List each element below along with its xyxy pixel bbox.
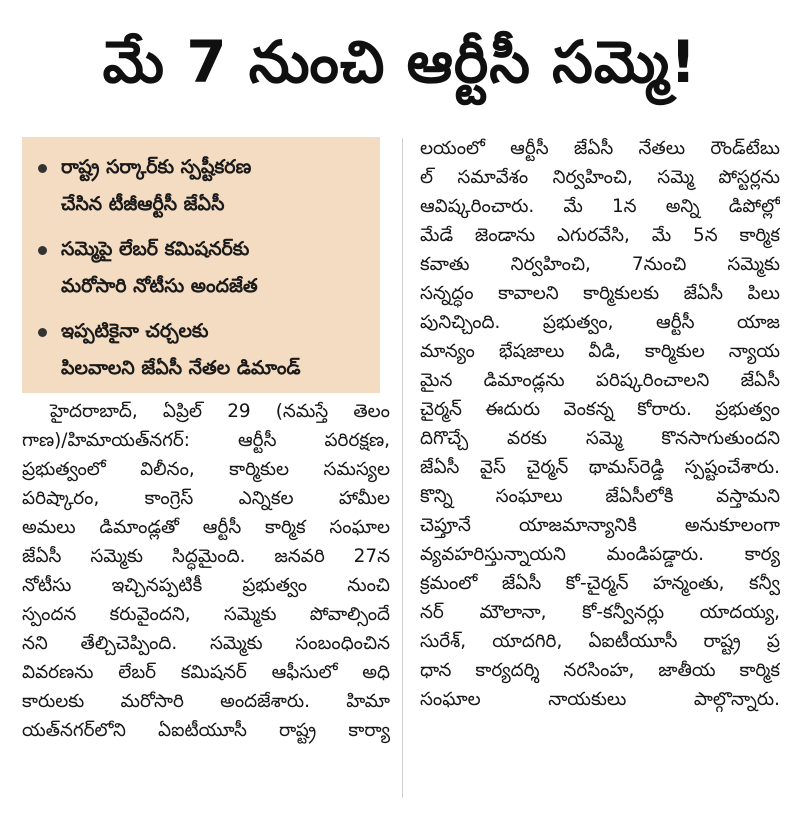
text-line: నర్ మౌలానా, కో-కన్వీనర్లు యాదయ్య, [420,602,780,623]
article-column-left [22,397,390,745]
text-line: గాణ)/హిమాయత్‌నగర్: ఆర్టీసీ పరిరక్షణ, [22,430,390,451]
text-line: అమలు డిమాండ్లతో ఆర్టీసీ కార్మిక సంఘాల [22,517,390,538]
bullet-icon [38,246,47,255]
text-line: వ్యవహరిస్తున్నాయని మండిపడ్డారు. కార్య [420,544,780,565]
highlight-item [34,149,370,223]
article-column-right [420,134,780,714]
text-line: జేఏసీ సమ్మెకు సిద్ధమైంది. జనవరి 27న [22,546,390,567]
highlight-line: పిలవాలని జేఏసీ నేతల డిమాండ్ [61,357,301,379]
highlight-item [34,313,370,387]
highlight-line: ఇప్పటికైనా చర్చలకు [61,320,209,342]
text-line: ప్రభుత్వంలో విలీనం, కార్మికుల సమస్యల [22,459,390,480]
text-line: మేడే జెండాను ఎగురవేసి, మే 5న కార్మిక [420,225,780,246]
text-line: సురేశ్, యాదగిరి, ఏఐటీయూసీ రాష్ట్ర ప్ర [420,631,780,652]
text-line: వివరణను లేబర్ కమిషనర్ ఆఫీసులో అధి [22,662,390,683]
text-line: ల్ సమావేశం నిర్వహించి, సమ్మె పోస్టర్లను [420,167,780,188]
text-line: కారులకు మరోసారి అందజేశారు. హిమా [22,691,390,712]
text-line: జేఏసీ వైస్ చైర్మన్ థామస్‌రెడ్డి స్పష్టంచేశారు. [420,457,780,478]
text-line: చైర్మన్ ఈదురు వెంకన్న కోరారు. ప్రభుత్వం [420,399,780,420]
column-divider [402,138,403,798]
bullet-icon [38,164,47,173]
text-line: సన్నద్ధం కావాలని కార్మికులకు జేఏసీ పిలు [420,283,780,304]
highlights-box [22,137,380,393]
text-line: మైన డిమాండ్లను పరిష్కరించాలని జేఏసీ [420,370,780,391]
text-line: దిగొచ్చే వరకు సమ్మె కొనసాగుతుందని [420,428,780,449]
text-line: చెప్తూనే యాజమాన్యానికి అనుకూలంగా [420,515,780,536]
text-line: నని తేల్చిచెప్పింది. సమ్మెకు సంబంధించిన [22,633,390,654]
text-line: సంఘాల నాయకులు పాల్గొన్నారు. [420,689,780,710]
highlight-line: రాష్ట్ర సర్కార్‌కు స్పష్టీకరణ [61,156,252,178]
highlight-line: చేసిన టీజీఆర్టీసీ జేఏసీ [61,193,225,215]
text-line: యత్‌నగర్‌లోని ఏఐటీయూసీ రాష్ట్ర కార్యా [22,720,390,741]
highlight-item [34,231,370,305]
text-line: హైదరాబాద్, ఏప్రిల్ 29 (నమస్తే తెలం [50,401,390,422]
text-line: పునిచ్చింది. ప్రభుత్వం, ఆర్టీసీ యాజ [420,312,780,333]
text-line: మాన్యం భేషజాలు వీడి, కార్మికుల న్యాయ [420,341,780,362]
text-line: నోటీసు ఇచ్చినప్పటికీ ప్రభుత్వం నుంచి [22,575,390,596]
highlight-line: మరోసారి నోటీసు అందజేత [61,275,258,297]
text-line: పరిష్కారం, కాంగ్రెస్ ఎన్నికల హామీల [22,488,390,509]
text-line: కవాతు నిర్వహించి, 7నుంచి సమ్మెకు [420,254,780,275]
text-line: కొన్ని సంఘాలు జేఏసీలోకి వస్తామని [420,486,780,507]
text-line: ధాన కార్యదర్శి నరసింహ, జాతీయ కార్మిక [420,660,780,681]
bullet-icon [38,328,47,337]
text-line: క్రమంలో జేఏసీ కో-చైర్మన్ హన్మంతు, కన్వీ [420,573,780,594]
highlight-line: సమ్మెపై లేబర్ కమిషనర్‌కు [61,238,250,260]
text-line: లయంలో ఆర్టీసీ జేఏసీ నేతలు రౌండ్‌టేబు [420,138,780,159]
headline: మే 7 నుంచి ఆర్టీసీ సమ్మె! [102,28,698,96]
text-line: ఆవిష్కరించారు. మే 1న అన్ని డిపోల్లో [420,196,780,217]
text-line: స్పందన కరువైందని, సమ్మెకు పోవాల్సిందే [22,604,390,625]
